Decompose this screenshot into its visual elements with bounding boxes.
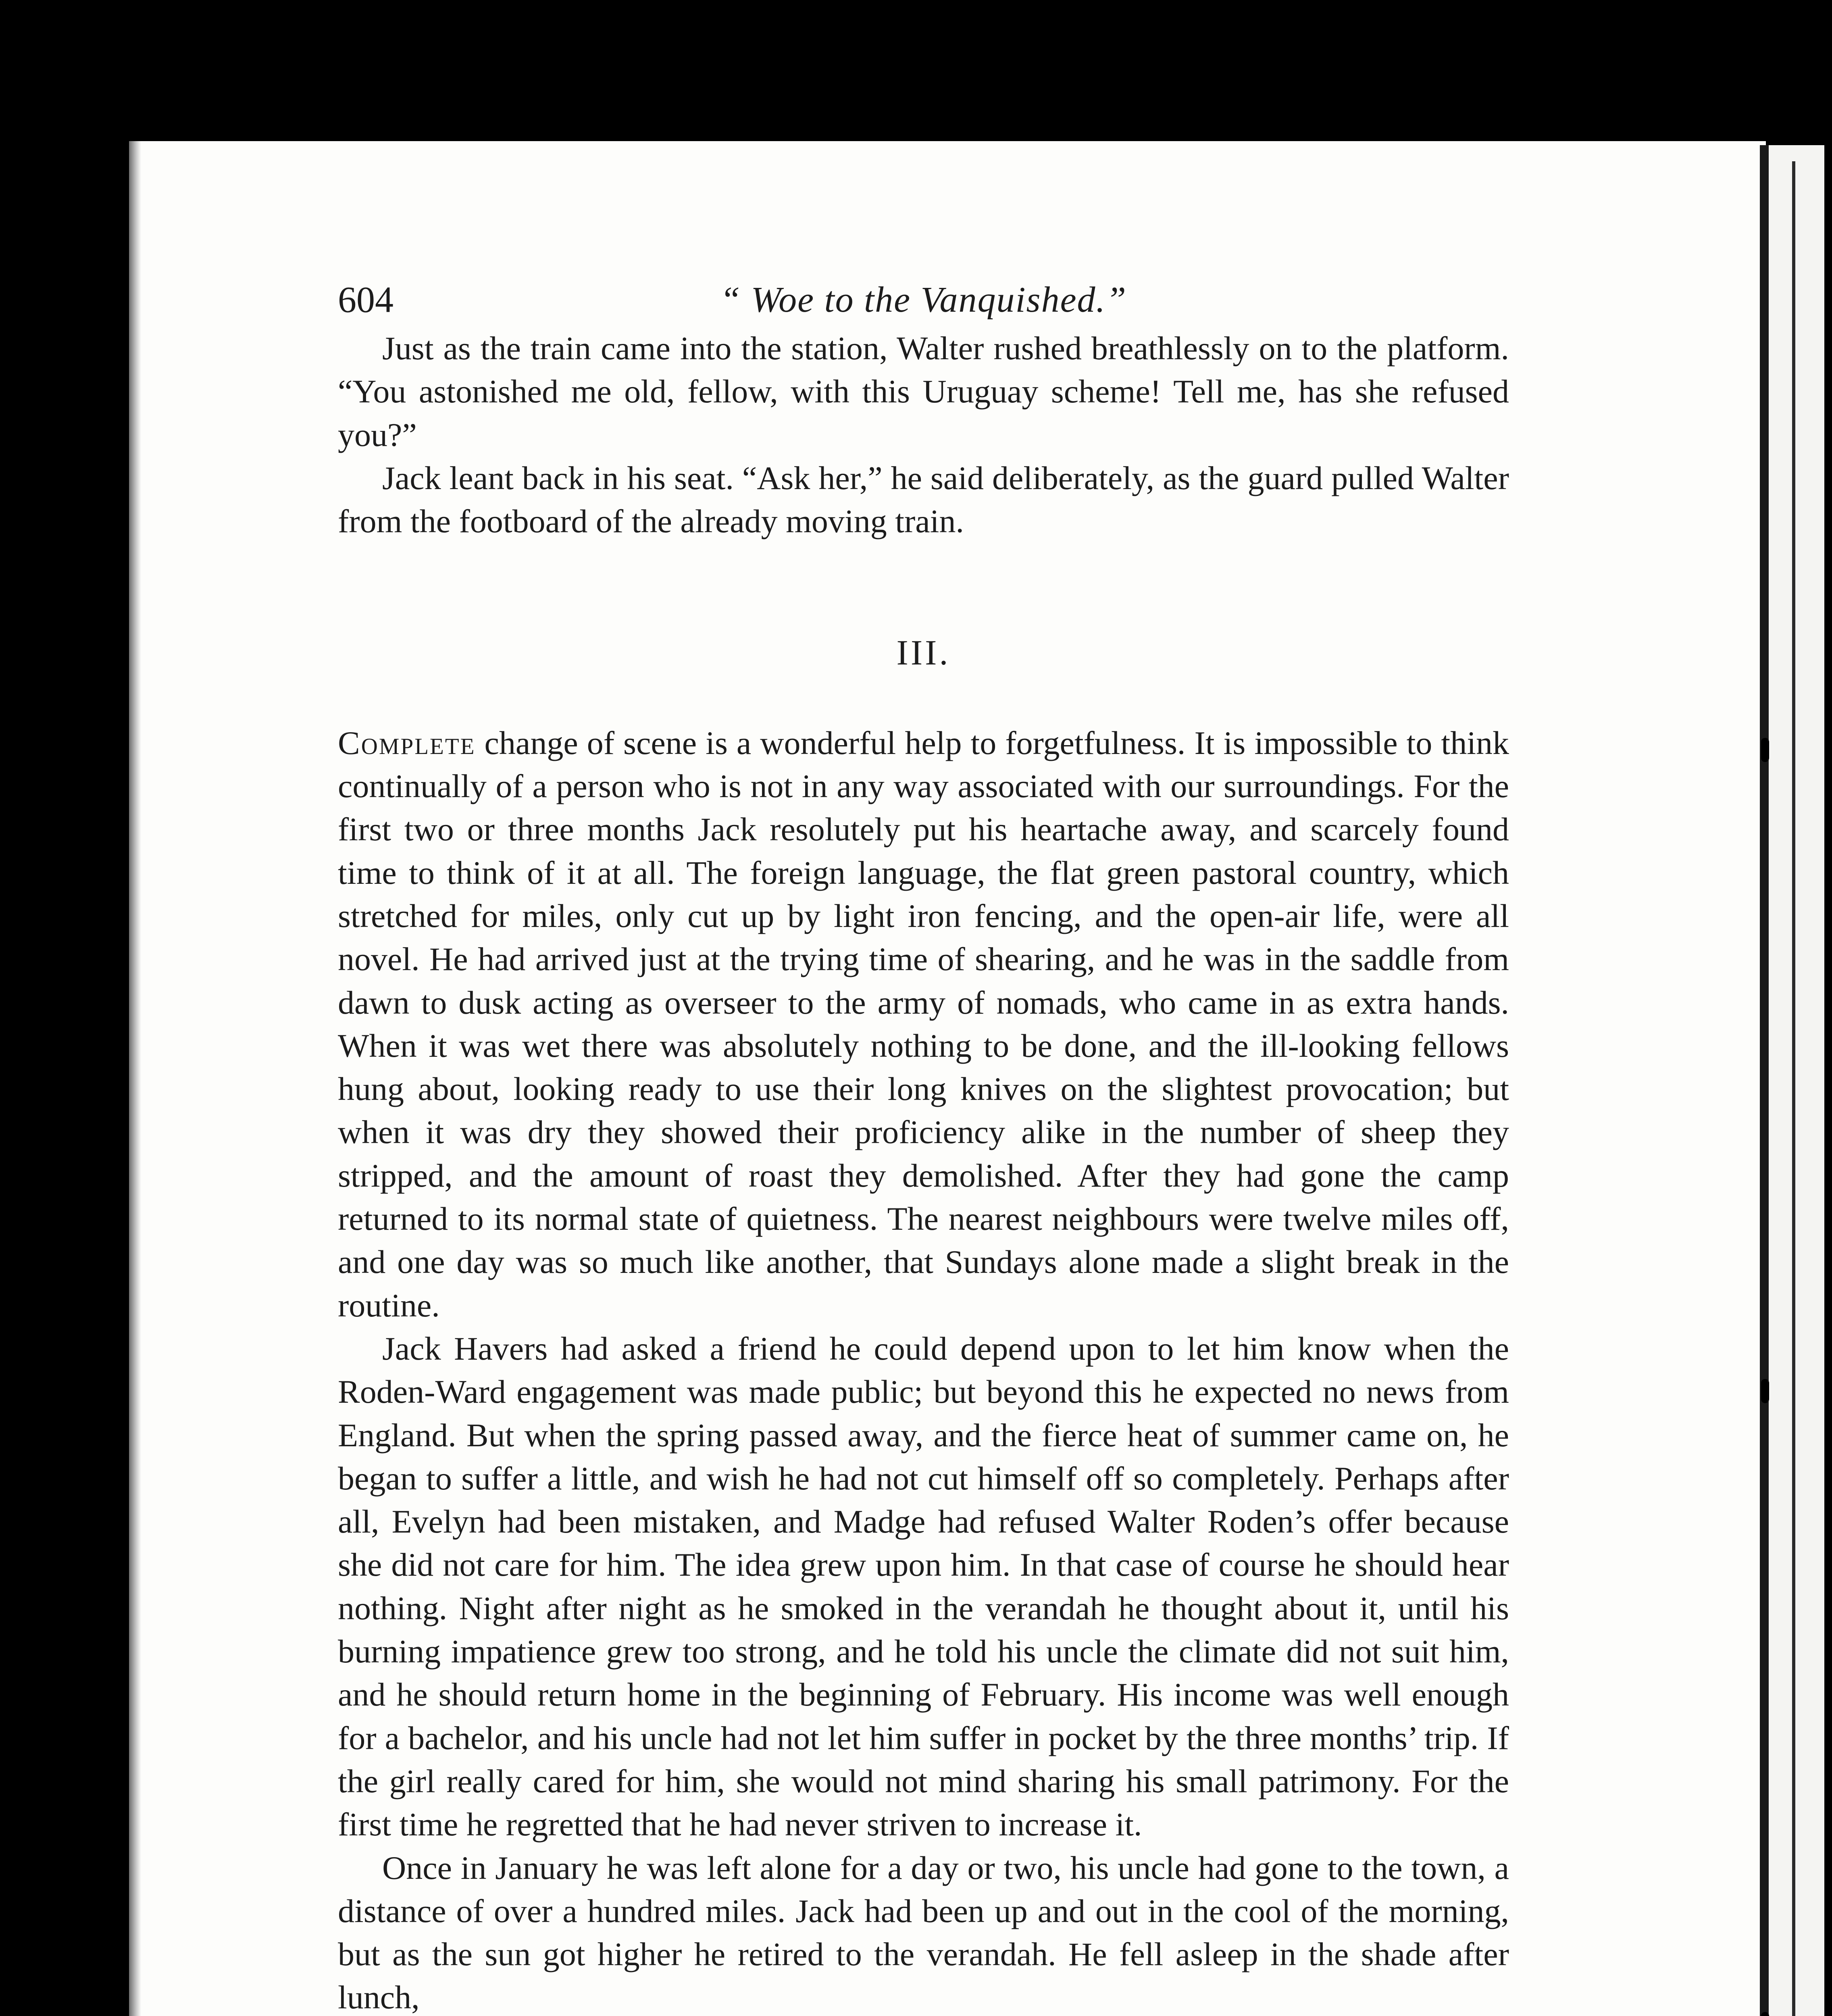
facing-page-edge (1768, 145, 1824, 2016)
section-heading: III. (896, 633, 951, 673)
page-edge-mark (1761, 1379, 1769, 1403)
paragraph: Jack Havers had asked a friend he could depend upon to let him know when the Roden-Ward engagement was made public; but beyond this he expected no news from England. But when the spring passed away, and the fierce heat of summer came on, he began to suffer a little, and wish he had not cut himself off so completely. Perhaps after all, Evelyn had been mistaken, and Madge had refused Walter Roden’s offer because she did not care for him. The idea grew upon him. In that case of course he should hear nothing. Night after night as he smoked in the verandah he thought about it, until his burning impatience grew too strong, and he told his uncle the climate did not suit him, and he should return home in the beginning of February. His income was well enough for a bachelor, and his uncle had not let him suffer in pocket by the three months’ trip. If the girl really cared for him, she would not mind sharing his small patrimony. For the first time he regretted that he had never striven to increase it. (338, 1330, 1509, 1843)
paragraph: Just as the train came into the station, Walter rushed breathlessly on to the platform. “You astonished me old, fellow, with this Uruguay scheme! Tell me, has she refused you?” (338, 330, 1509, 453)
facing-page-rule (1792, 161, 1795, 2016)
paragraph (338, 721, 1509, 1327)
page-text (338, 278, 1509, 2016)
binding-shadow (129, 141, 141, 2016)
paragraph: Once in January he was left alone for a day or two, his uncle had gone to the town, a distance of over a hundred miles. Jack had been up and out in the cool of the morning, but as the sun got higher he retired to the verandah. He fell asleep in the shade after lunch, (338, 1849, 1509, 2016)
page-number: 604 (338, 279, 393, 320)
paragraph-text: change of scene is a wonderful help to forgetfulness. It is impossible to think continually of a person who is not in any way associated with our surroundings. For the first two or three months Jack resolutely put his heartache away, and scarcely found time to think of it at all. The foreign language, the flat green pastoral country, which stretched for miles, only cut up by light iron fencing, and the open-air life, were all novel. He had arrived just at the trying time of shearing, and he was in the saddle from dawn to dusk acting as overseer to the army of nomads, who came in as extra hands. When it was wet there was absolutely nothing to be done, and the ill-looking fellows hung about, looking ready to use their long knives on the slightest provocation; but when it was dry they showed their proficiency alike in the number of sheep they stripped, and the amount of roast they demolished. After they had gone the camp returned to its normal state of quietness. The nearest neighbours were twelve miles off, and one day was so much like another, that Sundays alone made a slight break in the routine. (338, 724, 1509, 1324)
page-header (338, 278, 1509, 327)
paragraph: Jack leant back in his seat. “Ask her,” he said deliberately, as the guard pulled Walter from the footboard of the already moving train. (338, 459, 1509, 540)
drop-word: Complete (338, 724, 476, 761)
page-edge-mark (1761, 738, 1769, 762)
running-title: “ Woe to the Vanquished.” (720, 280, 1127, 320)
facing-page-border (1760, 145, 1769, 2016)
